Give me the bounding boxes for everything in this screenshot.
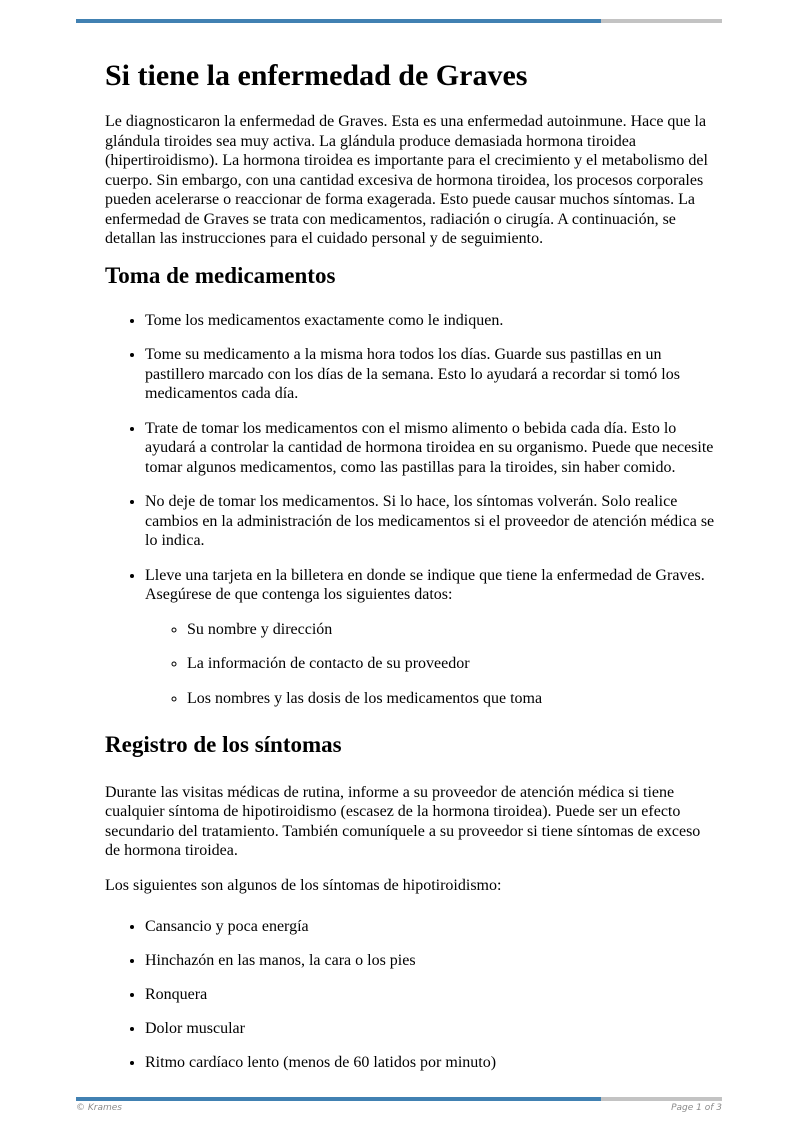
footer-accent-bar [76,1097,722,1101]
top-accent-bar [76,19,722,23]
intro-paragraph: Le diagnosticaron la enfermedad de Graves. Esta es una enfermedad autoinmune. Hace que la glándula tiroides sea muy activa. La glándula produce demasiada hormona tiroidea (hipertiroidismo). La hormona tiroidea es importante para el crecimiento y el metabolismo del cuerpo. Sin embargo, con una cantidad excesiva de hormona tiroidea, los procesos corporales pueden acelerarse o reaccionar de forma exagerada. Esto puede causar muchos síntomas. La enfermedad de Graves se trata con medicamentos, radiación o cirugía. A continuación, se detallan las instrucciones para el cuidado personal y de seguimiento. [105,113,708,247]
footer-page-number: Page 1 of 3 [671,1103,722,1113]
list-item-text: Lleve una tarjeta en la billetera en donde se indique que tiene la enfermedad de Graves. Asegúrese de que contenga los siguientes datos: [145,566,705,604]
top-accent-bar-blue-segment [76,19,601,23]
list-item: • Hinchazón en las manos, la cara o los pies [145,951,719,971]
symptoms-list [105,917,719,1073]
footer-accent-bar-blue-segment [76,1097,601,1101]
list-item: • Dolor muscular [145,1019,719,1039]
list-item: • Ritmo cardíaco lento (menos de 60 latidos por minuto) [145,1053,719,1073]
list-item: • Ronquera [145,985,719,1005]
list-item: • Tome los medicamentos exactamente como le indiquen. [145,311,719,331]
list-item [145,566,719,709]
document-content [105,50,719,1087]
footer-accent-bar-gray-segment [601,1097,722,1101]
sublist-item: ◦ Los nombres y las dosis de los medicamentos que toma [187,689,719,709]
sublist-item: ◦ La información de contacto de su proveedor [187,654,719,674]
list-item: • No deje de tomar los medicamentos. Si lo hace, los síntomas volverán. Solo realice cambios en la administración de los medicamentos si el proveedor de atención médica se lo indica. [145,492,719,551]
symptoms-paragraph: Durante las visitas médicas de rutina, informe a su proveedor de atención médica si tiene cualquier síntoma de hipotiroidismo (escasez de la hormona tiroidea). Puede ser un efecto secundario del tratamiento. También comuníquele a su proveedor si tiene síntomas de exceso de hormona tiroidea. [105,783,701,860]
sublist-item: ◦ Su nombre y dirección [187,620,719,640]
list-item: • Tome su medicamento a la misma hora todos los días. Guarde sus pastillas en un pastillero marcado con los días de la semana. Esto lo ayudará a recordar si tomó los medicamentos cada día. [145,345,719,404]
section-heading-medications: Toma de medicamentos [105,262,336,288]
list-item: • Trate de tomar los medicamentos con el mismo alimento o bebida cada día. Esto lo ayudará a controlar la cantidad de hormona tiroidea en su organismo. Puede que necesite tomar algunos medicamentos, como las pastillas para la tiroides, sin haber comido. [145,419,719,478]
wallet-card-sublist [145,620,719,709]
document-title: Si tiene la enfermedad de Graves [105,59,528,92]
list-item: • Cansancio y poca energía [145,917,719,937]
symptoms-list-intro: Los siguientes son algunos de los síntomas de hipotiroidismo: [105,876,502,894]
footer-copyright: © Krames [76,1103,122,1113]
medication-list [105,311,719,709]
footer [76,1103,722,1114]
top-accent-bar-gray-segment [601,19,722,23]
section-heading-symptoms: Registro de los síntomas [105,732,342,758]
